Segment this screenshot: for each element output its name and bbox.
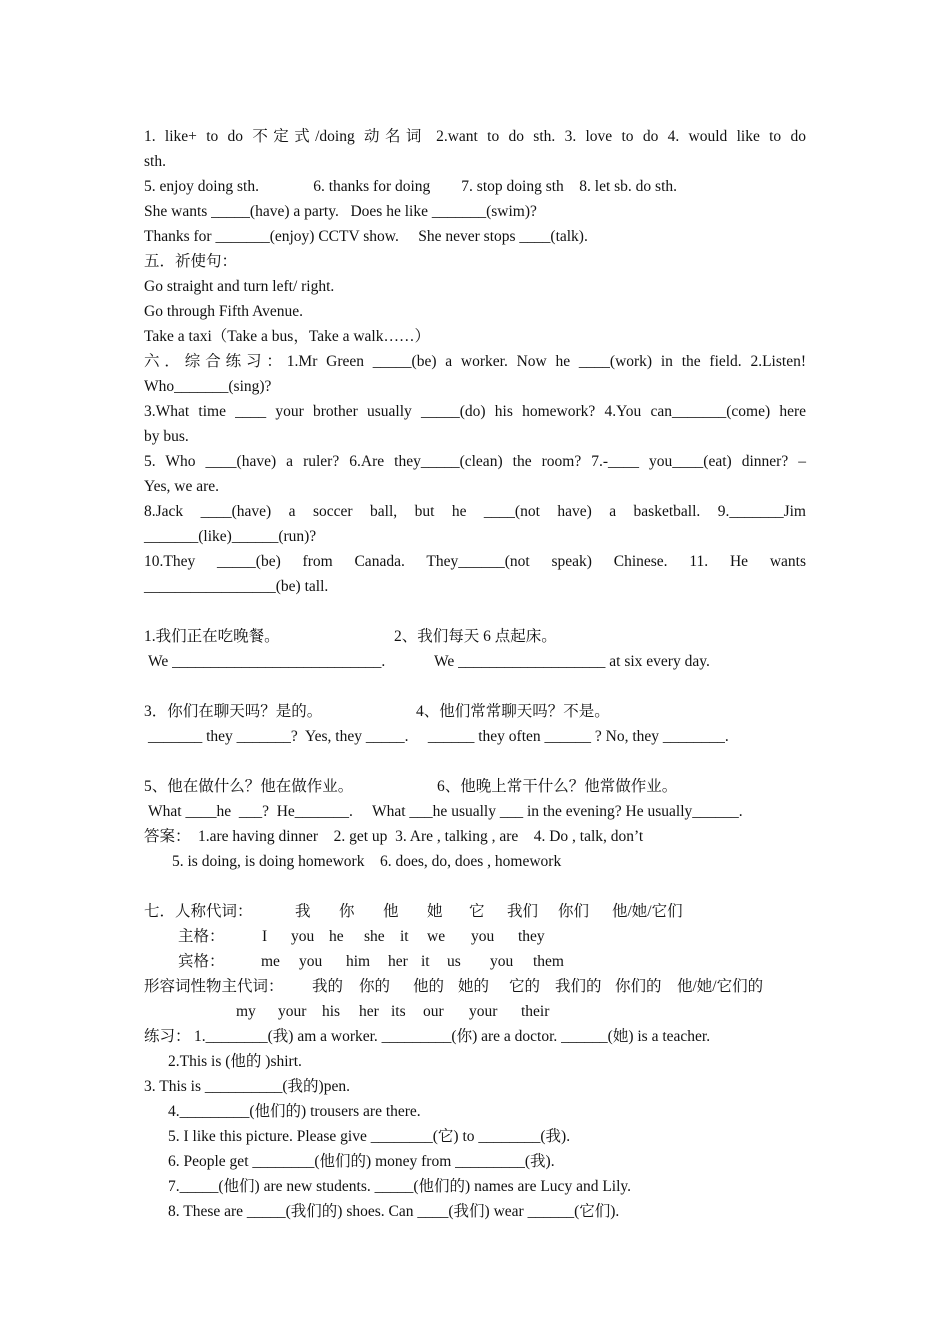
pronoun-cn: 他 [383, 903, 399, 920]
pronoun-cn: 它 [469, 903, 485, 920]
imperative-line-3: Take a taxi（Take a bus，Take a walk……） [144, 328, 430, 345]
imperative-line-1: Go straight and turn left/ right. [144, 278, 335, 295]
translation-answer-row-1 [144, 649, 806, 674]
spacer [144, 999, 236, 1024]
verb-exercise-line-2: Thanks for _______(enjoy) CCTV show. She never stops ____(talk). [144, 228, 588, 245]
subject-pronoun: we [427, 928, 446, 945]
possessive-cn-row [144, 974, 806, 999]
translation-row-3 [144, 774, 806, 799]
imperative-heading: 五．祈使句： [144, 253, 238, 270]
spacer [144, 599, 806, 624]
pronoun-cn: 她 [427, 903, 443, 920]
subject-pronoun: he [329, 928, 344, 945]
pronoun-exercise-row-1 [144, 1024, 806, 1049]
answer-line-2: 5. is doing, is doing homework 6. does, do, does , homework [172, 853, 562, 870]
possessive-en: our [423, 1003, 444, 1020]
possessive-cn: 我们的 [555, 978, 602, 995]
object-label: 宾格： [178, 953, 225, 970]
possessive-cn: 它的 [509, 978, 541, 995]
possessive-cn: 我的 [312, 978, 344, 995]
translation-a34: _______ they _______? Yes, they _____. ______ they often ______ ? No, they ________. [148, 728, 729, 745]
exercise-line-10: _________________(be) tall. [144, 578, 329, 595]
subject-label: 主格： [178, 928, 225, 945]
answer-line-1: 1.are having dinner 2. get up 3. Are , talking , are 4. Do , talk, don’t [198, 828, 644, 845]
possessive-cn: 你们的 [615, 978, 662, 995]
exercise-line-3: 3.What time ____ your brother usually _____(do) his homework? 4.You can_______(come) here [144, 403, 806, 420]
translation-q2: 2、我们每天 6 点起床。 [394, 628, 557, 645]
object-pronoun: you [299, 953, 323, 970]
possessive-en: its [391, 1003, 406, 1020]
pronoun-cn: 你 [339, 903, 355, 920]
pronoun-exercise-7: 7._____(他们) are new students. _____(他们的) names are Lucy and Lily. [168, 1178, 632, 1195]
translation-row-2 [144, 699, 806, 724]
translation-q4: 4、他们常常聊天吗？不是。 [416, 703, 610, 720]
possessive-cn: 他的 [413, 978, 445, 995]
subject-pronoun: I [262, 928, 268, 945]
exercise-line-4: by bus. [144, 428, 189, 445]
pronoun-exercise-3: 3. This is __________(我的)pen. [144, 1078, 350, 1095]
subject-pronoun: they [518, 928, 545, 945]
possessive-en-row [144, 999, 806, 1024]
object-pronoun: you [490, 953, 514, 970]
pronoun-exercise-6: 6. People get ________(他们的) money from _________(我). [168, 1153, 555, 1170]
spacer [144, 874, 806, 899]
exercise-line-5: 5. Who ____(have) a ruler? 6.Are they_____(clean) the room? 7.-____ you____(eat) dinner? – [144, 453, 806, 470]
exercise-line-6: Yes, we are. [144, 478, 220, 495]
verb-pattern-line-2: sth. [144, 153, 166, 170]
translation-row-1 [144, 624, 806, 649]
subject-pronoun: you [291, 928, 315, 945]
exercise-label: 练习： [144, 1028, 191, 1045]
pronoun-cn: 他/她/它们 [612, 903, 683, 920]
pronoun-cn: 我 [295, 903, 311, 920]
spacer [144, 674, 806, 699]
object-pronoun: him [346, 953, 371, 970]
translation-q1: 1.我们正在吃晚餐。 [144, 628, 280, 645]
pronoun-header-row [144, 899, 806, 924]
verb-pattern-line-1: 1. like+ to do 不定式/doing 动名词 2.want to do sth. 3. love to do 4. would like to do [144, 128, 806, 145]
answer-label: 答案： [144, 828, 191, 845]
translation-a1: We ___________________________. [148, 653, 386, 670]
translation-a2: We ___________________ at six every day. [434, 653, 710, 670]
exercise-line-9: 10.They _____(be) from Canada. They______(not speak) Chinese. 11. He wants [144, 553, 806, 570]
document-page [144, 124, 806, 1224]
verb-pattern-line-3: 5. enjoy doing sth. 6. thanks for doing 7. stop doing sth 8. let sb. do sth. [144, 178, 678, 195]
pronoun-exercise-5: 5. I like this picture. Please give ________(它) to ________(我). [168, 1128, 571, 1145]
possessive-en: their [521, 1003, 550, 1020]
pronoun-exercise-8: 8. These are _____(我们的) shoes. Can ____(我们) wear ______(它们). [168, 1203, 620, 1220]
subject-pronoun: you [471, 928, 495, 945]
possessive-en: her [359, 1003, 379, 1020]
exercise-line-1: 六．综合练习：1.Mr Green _____(be) a worker. Now he ____(work) in the field. 2.Listen! [144, 353, 806, 370]
possessive-label: 形容词性物主代词： [144, 978, 284, 995]
translation-q6: 6、他晚上常干什么？他常做作业。 [437, 778, 678, 795]
possessive-en: his [322, 1003, 341, 1020]
possessive-en: your [278, 1003, 307, 1020]
imperative-line-2: Go through Fifth Avenue. [144, 303, 304, 320]
subject-pronoun: she [364, 928, 385, 945]
subject-pronoun: it [400, 928, 409, 945]
object-pronoun: her [388, 953, 408, 970]
pronoun-exercise-4: 4._________(他们的) trousers are there. [168, 1103, 421, 1120]
translation-a56: What ____he ___? He_______. What ___he usually ___ in the evening? He usually______. [148, 803, 743, 820]
possessive-en: your [469, 1003, 498, 1020]
pronoun-exercise-2: 2.This is (他的 )shirt. [168, 1053, 302, 1070]
object-pronoun: it [421, 953, 430, 970]
possessive-en: my [236, 1003, 256, 1020]
possessive-cn: 你的 [359, 978, 391, 995]
spacer [144, 749, 806, 774]
object-pronoun: me [261, 953, 280, 970]
object-pronoun: them [533, 953, 564, 970]
verb-exercise-line-1: She wants _____(have) a party. Does he like _______(swim)? [144, 203, 537, 220]
pronoun-cn: 你们 [558, 903, 590, 920]
subject-pronoun-row [144, 924, 806, 949]
pronoun-cn: 我们 [507, 903, 539, 920]
translation-q5: 5、他在做什么？他在做作业。 [144, 778, 354, 795]
exercise-line-8: _______(like)______(run)? [144, 528, 317, 545]
object-pronoun: us [447, 953, 461, 970]
exercise-line-2: Who_______(sing)? [144, 378, 272, 395]
pronoun-heading: 七．人称代词： [144, 903, 253, 920]
translation-q3: 3．你们在聊天吗？是的。 [144, 703, 323, 720]
possessive-cn: 她的 [458, 978, 490, 995]
object-pronoun-row [144, 949, 806, 974]
pronoun-exercise-1: 1.________(我) am a worker. _________(你) are a doctor. ______(她) is a teacher. [194, 1028, 711, 1045]
answer-row-1 [144, 824, 806, 849]
possessive-cn: 他/她/它们的 [677, 978, 764, 995]
exercise-line-7: 8.Jack ____(have) a soccer ball, but he ____(not have) a basketball. 9._______Jim [144, 503, 806, 520]
